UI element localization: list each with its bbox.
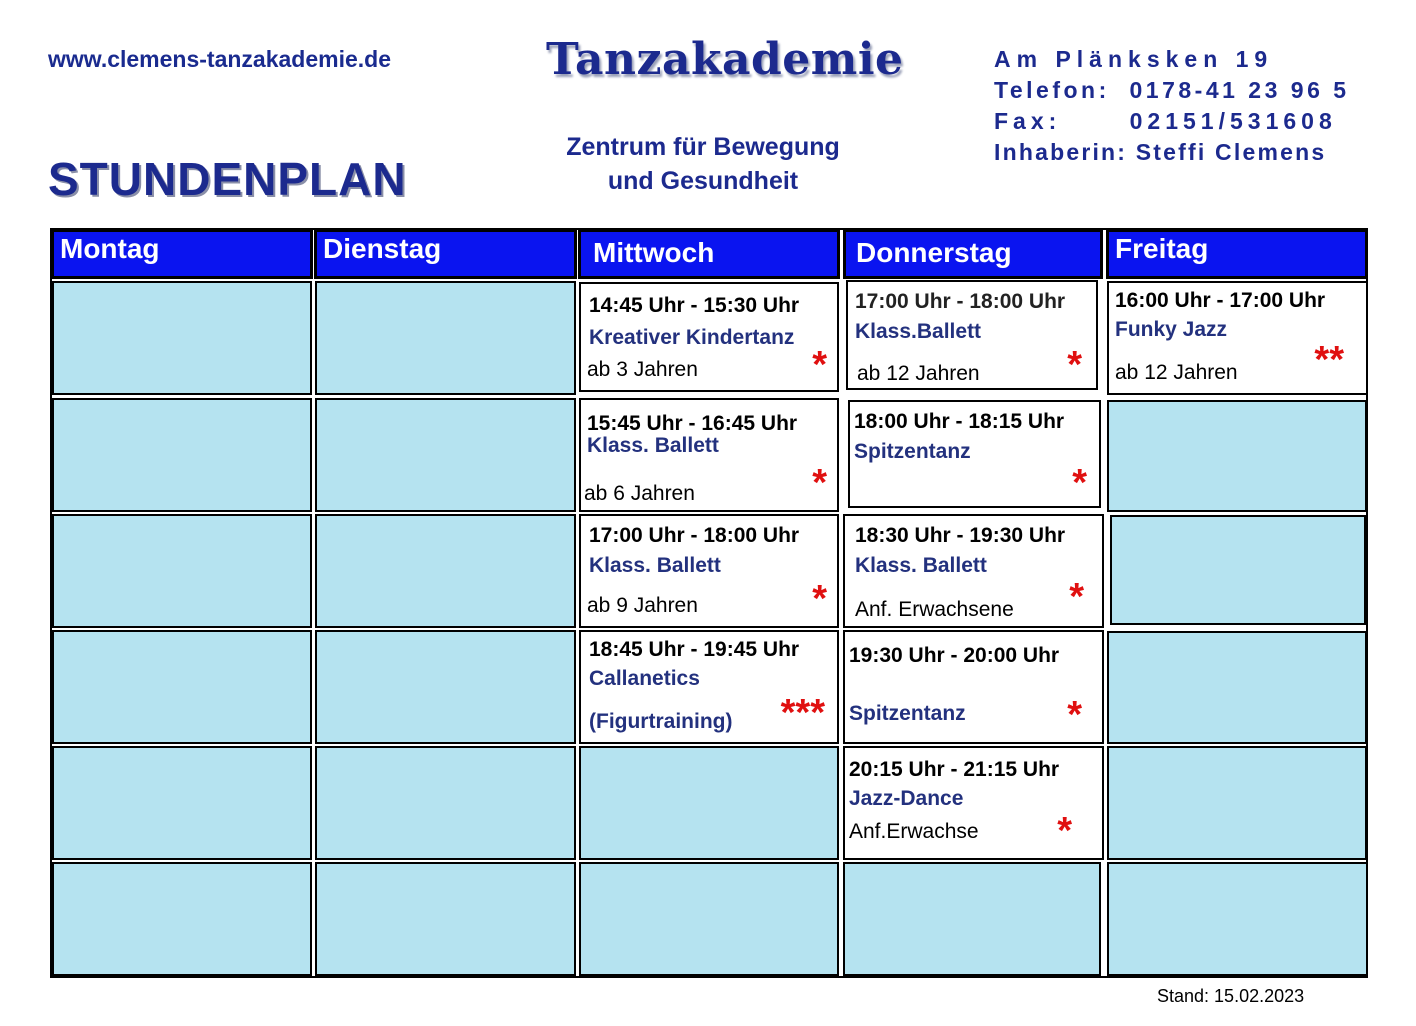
day-header-mittwoch: Mittwoch <box>578 229 840 279</box>
empty-cell-montag-6 <box>52 862 312 976</box>
class-mark: * <box>1069 576 1084 618</box>
class-mark: * <box>1067 344 1082 386</box>
class-age: ab 9 Jahren <box>587 594 698 617</box>
contact-phone: Telefon: 0178-41 23 96 5 <box>994 77 1350 103</box>
class-cell-mittwoch-2 <box>579 398 839 512</box>
class-course: Klass.Ballett <box>855 320 982 343</box>
stand-date: Stand: 15.02.2023 <box>1157 986 1305 1006</box>
website-link[interactable]: www.clemens-tanzakademie.de <box>48 46 392 72</box>
class-age: (Figurtraining) <box>589 710 733 733</box>
subtitle-line-1: Zentrum für Bewegung <box>566 133 840 161</box>
class-mark: * <box>1057 810 1072 852</box>
empty-cell-montag-2 <box>52 398 312 512</box>
logo: Tanzakademie <box>546 34 904 85</box>
class-time: 16:00 Uhr - 17:00 Uhr <box>1115 289 1326 312</box>
class-cell-mittwoch-4 <box>579 630 839 744</box>
contact-owner: Inhaberin: Steffi Clemens <box>994 139 1327 165</box>
class-course: Callanetics <box>589 667 700 690</box>
class-time: 19:30 Uhr - 20:00 Uhr <box>849 644 1060 667</box>
class-age: Anf. Erwachsene <box>855 598 1014 621</box>
empty-cell-montag-5 <box>52 746 312 860</box>
empty-cell-dienstag-3 <box>315 514 576 628</box>
empty-cell-freitag-3 <box>1110 515 1366 625</box>
empty-cell-freitag-5 <box>1107 746 1367 860</box>
class-mark: * <box>1072 462 1087 504</box>
class-cell-donnerstag-4 <box>843 630 1104 744</box>
class-mark: * <box>812 578 827 620</box>
empty-cell-dienstag-4 <box>315 630 576 744</box>
class-course: Funky Jazz <box>1115 318 1228 341</box>
class-course: Jazz-Dance <box>849 787 964 810</box>
class-age: Anf.Erwachse <box>849 820 979 843</box>
day-header-freitag: Freitag <box>1106 229 1368 279</box>
empty-cell-montag-4 <box>52 630 312 744</box>
day-header-montag: Montag <box>51 229 313 279</box>
class-time: 17:00 Uhr - 18:00 Uhr <box>589 524 800 547</box>
class-course: Spitzentanz <box>854 440 971 463</box>
empty-cell-freitag-2 <box>1107 400 1367 512</box>
empty-cell-mittwoch-5 <box>579 746 839 860</box>
class-cell-donnerstag-1 <box>846 280 1098 390</box>
class-age: ab 12 Jahren <box>1115 361 1238 384</box>
empty-cell-mittwoch-6 <box>579 862 839 976</box>
class-mark: * <box>812 344 827 386</box>
day-header-dienstag: Dienstag <box>314 229 577 279</box>
class-cell-freitag-1 <box>1107 281 1368 395</box>
class-mark: ** <box>1314 339 1344 381</box>
empty-cell-dienstag-5 <box>315 746 576 860</box>
class-cell-mittwoch-1 <box>579 282 839 392</box>
class-mark: * <box>812 462 827 504</box>
empty-cell-donnerstag-6 <box>843 862 1101 976</box>
subtitle-line-2: und Gesundheit <box>607 167 799 195</box>
class-cell-donnerstag-3 <box>843 514 1104 628</box>
empty-cell-freitag-4 <box>1107 631 1367 744</box>
class-time: 18:45 Uhr - 19:45 Uhr <box>589 638 800 661</box>
subtitle <box>545 130 861 198</box>
class-course: Spitzentanz <box>849 702 966 725</box>
class-time: 18:30 Uhr - 19:30 Uhr <box>855 524 1066 547</box>
page-title: STUNDENPLAN <box>48 153 407 205</box>
empty-cell-montag-3 <box>52 514 312 628</box>
class-cell-donnerstag-2 <box>848 400 1101 508</box>
class-course: Klass. Ballett <box>855 554 987 577</box>
class-age: ab 6 Jahren <box>584 482 695 505</box>
class-time: 14:45 Uhr - 15:30 Uhr <box>589 294 800 317</box>
class-mark: *** <box>780 692 825 734</box>
empty-cell-montag-1 <box>52 281 312 395</box>
class-time: 17:00 Uhr - 18:00 Uhr <box>855 290 1066 313</box>
class-age: ab 3 Jahren <box>587 358 698 381</box>
class-mark: * <box>1067 694 1082 736</box>
class-course: Kreativer Kindertanz <box>589 326 795 349</box>
empty-cell-dienstag-6 <box>315 862 576 976</box>
class-age: ab 12 Jahren <box>857 362 980 385</box>
class-time: 15:45 Uhr - 16:45 Uhr <box>587 412 798 435</box>
class-time: 20:15 Uhr - 21:15 Uhr <box>849 758 1060 781</box>
contact-address: Am Plänksken 19 <box>994 46 1274 72</box>
class-cell-donnerstag-5 <box>843 746 1104 860</box>
class-time: 18:00 Uhr - 18:15 Uhr <box>854 410 1065 433</box>
empty-cell-dienstag-2 <box>315 398 576 512</box>
contact-fax: Fax: 02151/531608 <box>994 108 1337 134</box>
class-course: Klass. Ballett <box>589 554 721 577</box>
class-course: Klass. Ballett <box>587 434 719 457</box>
day-header-donnerstag: Donnerstag <box>843 229 1103 279</box>
class-cell-mittwoch-3 <box>579 514 839 628</box>
empty-cell-freitag-6 <box>1107 862 1368 976</box>
empty-cell-dienstag-1 <box>315 281 576 395</box>
